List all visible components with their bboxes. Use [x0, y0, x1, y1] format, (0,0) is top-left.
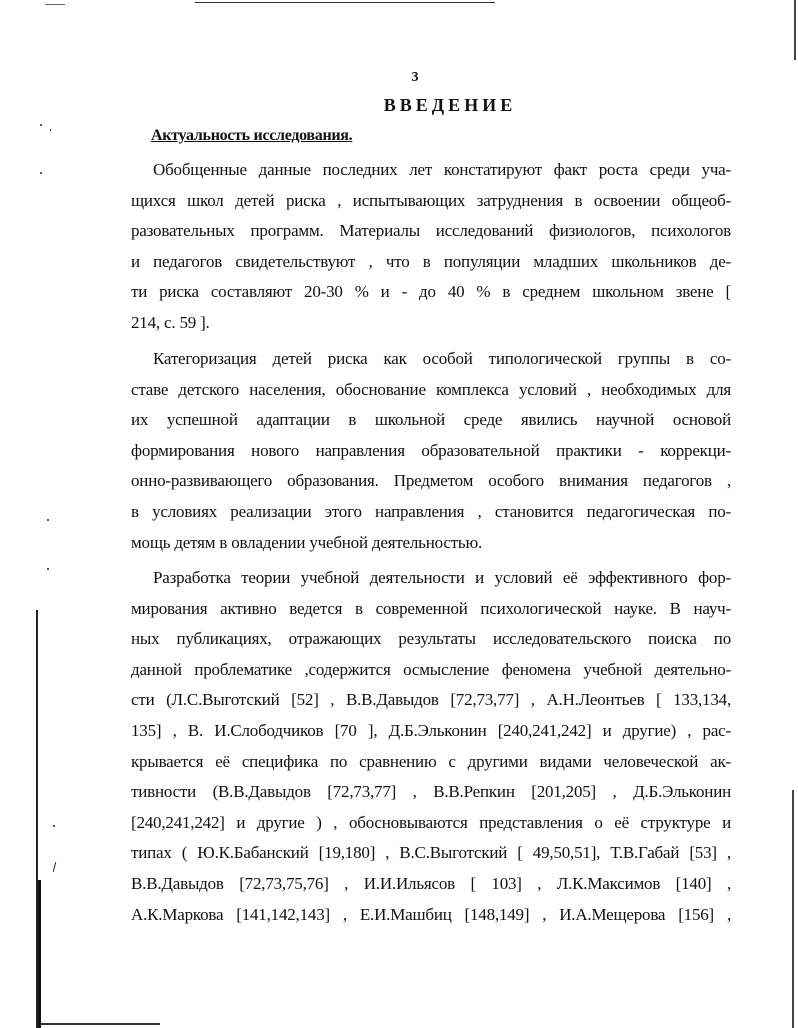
text-line: типах ( Ю.К.Бабанский [19,180] , В.С.Выготский [ 49,50,51], Т.В.Габай [53] ,: [131, 843, 731, 863]
scan-edge-top-left: [45, 4, 65, 5]
text-line: мощь детям в овладении учебной деятельностью.: [131, 532, 483, 552]
scan-speck: [40, 172, 42, 174]
text-line: ти риска составляют 20-30 % и - до 40 % в среднем школьном звене [: [131, 282, 731, 302]
scan-edge-right-bottom: [792, 790, 794, 1028]
scan-edge-bottom: [40, 1023, 160, 1025]
text-line: Обобщенные данные последних лет констатируют факт роста среди уча-: [153, 160, 731, 179]
text-line: Разработка теории учебной деятельности и условий её эффективного фор-: [153, 568, 731, 587]
scan-speck: [50, 129, 51, 131]
text-line: их успешной адаптации в школьной среде явились научной основой: [131, 410, 731, 430]
text-line: крывается её специфика по сравнению с другими видами человеческой ак-: [131, 751, 731, 771]
page-number: 3: [411, 70, 419, 85]
text-line: А.К.Маркова [141,142,143] , Е.И.Машбиц [148,149] , И.А.Мещерова [156] ,: [131, 904, 731, 924]
text-line: ных публикациях, отражающих результаты исследовательского поиска по: [131, 629, 731, 649]
scan-speck: [53, 862, 57, 872]
text-line: тивности (В.В.Давыдов [72,73,77] , В.В.Репкин [201,205] , Д.Б.Эльконин: [131, 782, 731, 802]
paragraph-2: [131, 344, 731, 558]
scan-speck: [47, 568, 49, 570]
scan-edge-left-thick: [38, 880, 41, 1028]
text-line: [240,241,242] и другие ) , обосновываются представления о её структуре и: [131, 812, 731, 832]
text-line: В.В.Давыдов [72,73,75,76] , И.И.Ильясов [ 103] , Л.К.Максимов [140] ,: [131, 873, 731, 893]
text-line: в условиях реализации этого направления , становится педагогическая по-: [131, 501, 731, 521]
text-line: и педагогов свидетельствуют , что в популяции младших школьников де-: [131, 251, 731, 271]
text-line: данной проблематике ,содержится осмысление феномена учебной деятельно-: [131, 659, 731, 679]
scan-speck: [47, 519, 49, 521]
text-line: сти (Л.С.Выготский [52] , В.В.Давыдов [72,73,77] , А.Н.Леонтьев [ 133,134,: [131, 690, 731, 710]
chapter-title: ВВЕДЕНИЕ: [383, 95, 517, 115]
section-heading: Актуальность исследования.: [151, 127, 353, 144]
scan-speck: [40, 124, 42, 126]
scan-speck: [53, 825, 55, 827]
text-line: мирования активно ведется в современной психологической науке. В науч-: [131, 598, 731, 618]
text-line: формирования нового направления образовательной практики - коррекци-: [131, 440, 731, 460]
text-line: 135] , В. И.Слободчиков [70 ], Д.Б.Эльконин [240,241,242] и другие) , рас-: [131, 720, 731, 740]
text-line: Категоризация детей риска как особой типологической группы в со-: [153, 349, 731, 368]
scan-edge-top: [195, 2, 495, 3]
text-line: 214, с. 59 ].: [131, 312, 210, 332]
paragraph-1: [131, 155, 731, 339]
scan-edge-right-top: [794, 0, 796, 60]
text-line: разовательных программ. Материалы исследований физиологов, психологов: [131, 221, 731, 241]
text-line: щихся школ детей риска , испытывающих затруднения в освоении общеоб-: [131, 190, 731, 210]
text-line: ставе детского населения, обоснование комплекса условий , необходимых для: [131, 379, 731, 399]
text-line: онно-развивающего образования. Предметом особого внимания педагогов ,: [131, 471, 731, 491]
paragraph-3: [131, 563, 731, 930]
